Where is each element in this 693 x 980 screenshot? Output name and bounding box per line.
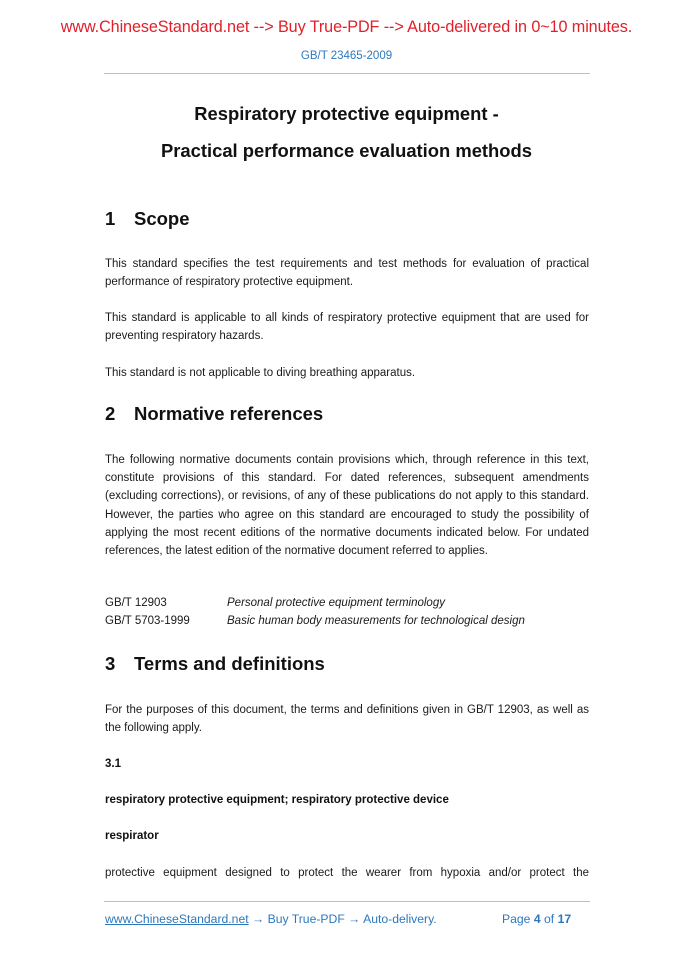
document-title-line2: Practical performance evaluation methods [160,140,532,161]
standard-code-header: GB/T 23465-2009 [300,50,393,62]
section-number: 2 [105,403,116,424]
reference-title: Basic human body measurements for technological design [227,615,525,627]
section-title: Scope [134,208,190,229]
reference-row [105,597,445,609]
section-title: Terms and definitions [134,653,325,674]
document-title-line1: Respiratory protective equipment - [194,103,499,124]
section-title: Normative references [134,403,324,424]
clause-number: 3.1 [105,758,121,770]
total-page-count: 17 [557,912,572,926]
footer-divider [104,901,590,902]
page-label: Page [502,912,531,926]
of-label: of [544,912,555,926]
section-number: 1 [105,208,116,229]
term-synonym: respirator [105,830,159,842]
footer-promo-text: → Buy True-PDF → Auto-delivery. [248,912,437,926]
page-indicator [502,912,571,926]
reference-row [105,615,525,627]
reference-title: Personal protective equipment terminology [227,597,445,609]
reference-code: GB/T 5703-1999 [105,615,190,627]
reference-code: GB/T 12903 [105,597,167,609]
footer-promo [105,912,437,926]
term-name: respiratory protective equipment; respiratory protective device [105,794,449,806]
current-page-number: 4 [533,912,541,926]
terms-intro-paragraph: For the purposes of this document, the terms and definitions given in GB/T 12903, as well as the following apply. [105,704,589,735]
section-heading-terms-definitions [105,653,325,675]
normative-paragraph: The following normative documents contain provisions which, through reference in this text, constitute provisions of this standard. For dated references, subsequent amendments (excluding corrections), or revisions, of any of these publications do not apply to this standard. However, the parties who agree on this standard are encouraged to study the possibility of applying the most recent editions of the normative documents indicated below. For undated references, the latest edition of the normative document referred to applies. [105,454,589,558]
scope-paragraph-1: This standard specifies the test requirements and test methods for evaluation of practical performance of respiratory protective equipment. [105,258,589,289]
section-heading-normative-references [105,403,323,425]
header-divider [104,73,590,74]
section-heading-scope [105,208,190,230]
section-number: 3 [105,653,116,674]
term-definition: protective equipment designed to protect the wearer from hypoxia and/or protect the [105,867,589,879]
promo-banner: www.ChineseStandard.net --> Buy True-PDF --> Auto-delivered in 0~10 minutes. [60,18,633,36]
scope-paragraph-3: This standard is not applicable to diving breathing apparatus. [105,367,416,379]
scope-paragraph-2: This standard is applicable to all kinds of respiratory protective equipment that are used for preventing respiratory hazards. [105,312,589,343]
footer-site-link[interactable]: www.ChineseStandard.net [105,912,249,926]
